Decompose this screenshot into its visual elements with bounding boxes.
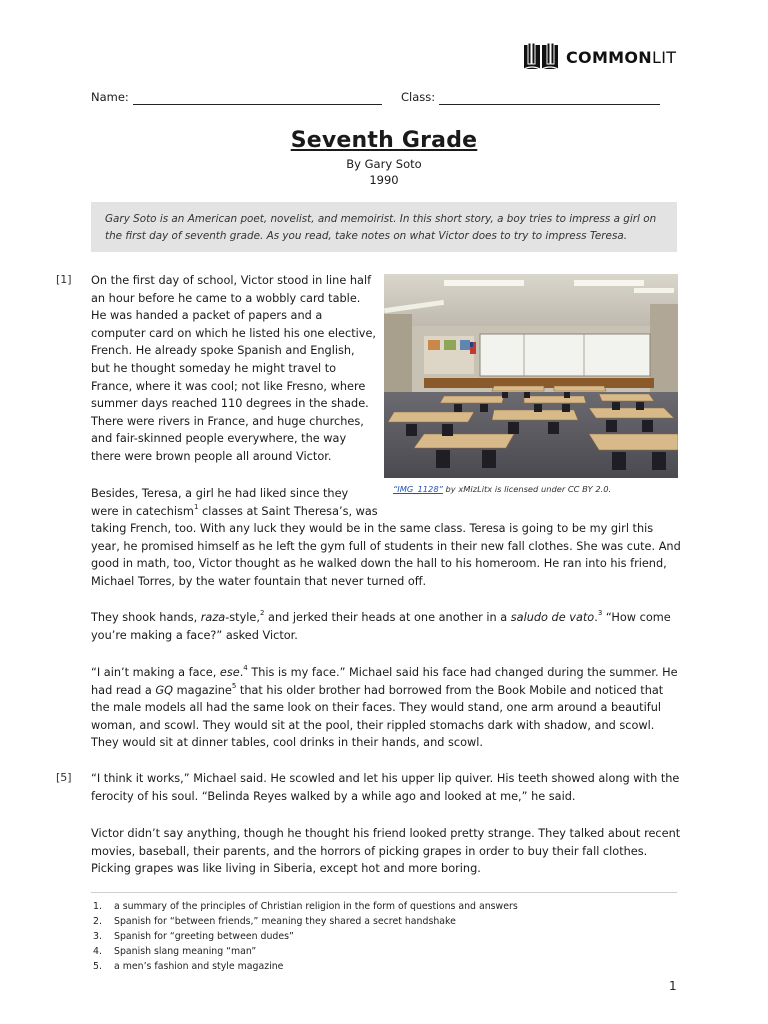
class-label: Class: bbox=[401, 90, 436, 104]
story-year: 1990 bbox=[369, 173, 399, 187]
text-line: There were rivers in France, and huge churches, bbox=[91, 414, 364, 428]
commonlit-logo bbox=[523, 42, 681, 72]
text-line: Picking grapes was like living in Siberia, except hot and more boring. bbox=[91, 862, 481, 876]
text-line: Michael Torres, by the water fountain that never turned off. bbox=[91, 574, 427, 588]
footnotes bbox=[93, 899, 683, 974]
text-line: summer days reached 110 degrees in the shade. bbox=[91, 397, 369, 411]
intro-line: the first day of seventh grade. As you read, take notes on what Victor does to try to impress Teresa. bbox=[105, 230, 628, 242]
text-line: “I think it works,” Michael said. He scowled and let his upper lip quiver. His teeth showed along with the bbox=[91, 772, 680, 785]
page-number: 1 bbox=[669, 979, 677, 993]
paragraph-2 bbox=[91, 485, 683, 591]
text-line: Victor didn’t say anything, though he thought his friend looked pretty strange. They talked about recent bbox=[91, 827, 681, 840]
text-line: but he thought someday he might travel to bbox=[91, 361, 337, 375]
photo-caption: “IMG_1128” by xMizLitx is licensed under CC BY 2.0. bbox=[393, 484, 612, 494]
text-line: computer card on which he listed his one elective, bbox=[91, 326, 377, 340]
text-line: year, he promised himself as he left the gym full of students in their new fall clothes. She was cute. And bbox=[91, 539, 681, 553]
text-line: woman, and scowl. They would sit at the pool, their rippled stomachs dark with shadow, and scowl. bbox=[91, 718, 655, 732]
footnote-item: 1. a summary of the principles of Christian religion in the form of questions and answers bbox=[93, 901, 518, 912]
name-class-row bbox=[91, 90, 661, 108]
paragraph-marker-1: [1] bbox=[56, 273, 72, 286]
text-line: there were brown people all around Victor. bbox=[91, 449, 332, 463]
footnote-item: 5. a men’s fashion and style magazine bbox=[93, 961, 284, 972]
text-line: ferocity of his soul. “Belinda Reyes walked by a while ago and looked at me,” he said. bbox=[91, 789, 576, 803]
text-line: They would sit at dinner tables, cool drinks in their hands, and scowl. bbox=[91, 736, 483, 750]
classroom-photo bbox=[384, 274, 678, 478]
text-line: the male models all had the same look on their faces. They would stand, one arm around a beautiful bbox=[91, 701, 662, 715]
text-line: had read a GQ magazine$^5$ that his older brother had borrowed from the Book Mobile and noticed that bbox=[91, 681, 664, 697]
footnote-ref-1: 1 bbox=[193, 502, 199, 511]
text-line: On the first day of school, Victor stood in line half bbox=[91, 274, 372, 287]
name-label: Name: bbox=[91, 90, 129, 104]
name-field[interactable] bbox=[133, 104, 382, 105]
footnote-item: 4. Spanish slang meaning “man” bbox=[93, 946, 257, 957]
open-book-icon bbox=[523, 43, 559, 71]
footnote-ref-5: 5 bbox=[231, 681, 237, 690]
footnote-item: 2. Spanish for “between friends,” meaning they shared a secret handshake bbox=[93, 916, 456, 927]
intro-box bbox=[91, 202, 677, 252]
intro-line: Gary Soto is an American poet, novelist, and memoirist. In this short story, a boy tries to impress a girl on bbox=[105, 213, 657, 225]
paragraph-marker-5: [5] bbox=[56, 771, 72, 784]
text-line: Besides, Teresa, a girl he had liked since they bbox=[91, 487, 349, 500]
class-field[interactable] bbox=[439, 104, 660, 105]
text-line: taking French, too. With any luck they would be in the same class. Teresa is going to be my girl this bbox=[91, 522, 654, 536]
text-line: you’re making a face?” asked Victor. bbox=[91, 628, 298, 642]
logo-wordmark: COMMONLIT bbox=[566, 47, 677, 67]
footnote-ref-4: 4 bbox=[243, 664, 248, 672]
footnote-item: 3. Spanish for “greeting between dudes” bbox=[93, 931, 294, 942]
text-line: movies, baseball, their parents, and the horrors of picking grapes in order to buy their fall clothes. bbox=[91, 844, 648, 858]
story-title: Seventh Grade bbox=[290, 128, 478, 153]
paragraph-3 bbox=[91, 609, 683, 644]
paragraph-5 bbox=[91, 770, 683, 805]
text-line: He was handed a packet of papers and a bbox=[91, 309, 323, 323]
text-line: an hour before he came to a wobbly card table. bbox=[91, 291, 361, 305]
text-line: good in math, too, Victor thought as he walked down the hall to his homeroom. He ran into his friend, bbox=[91, 557, 667, 571]
text-line: “I ain’t making a face, ese.$^4$ This is my face.” Michael said his face had changed during the summer. He bbox=[91, 664, 678, 679]
footnote-ref-2: 2 bbox=[259, 609, 265, 617]
footnote-ref-3: 3 bbox=[597, 609, 603, 617]
paragraph-1 bbox=[91, 272, 383, 466]
text-line: were in catechism$^1$ classes at Saint Theresa’s, was bbox=[91, 502, 378, 518]
text-line: and fair-skinned people everywhere, the way bbox=[91, 432, 347, 446]
image-source-link[interactable]: “IMG_1128” bbox=[393, 484, 443, 494]
story-byline: By Gary Soto bbox=[346, 157, 422, 171]
text-line: French. He already spoke Spanish and English, bbox=[91, 344, 355, 358]
paragraph-6 bbox=[91, 825, 683, 878]
text-line: They shook hands, raza-style,$^2$ and jerked their heads at one another in a saludo de vato.$^3$ “How come bbox=[91, 609, 671, 624]
text-line: France, where it was cool; not like Fresno, where bbox=[91, 379, 366, 393]
footnote-divider bbox=[91, 892, 677, 893]
paragraph-4 bbox=[91, 664, 683, 752]
